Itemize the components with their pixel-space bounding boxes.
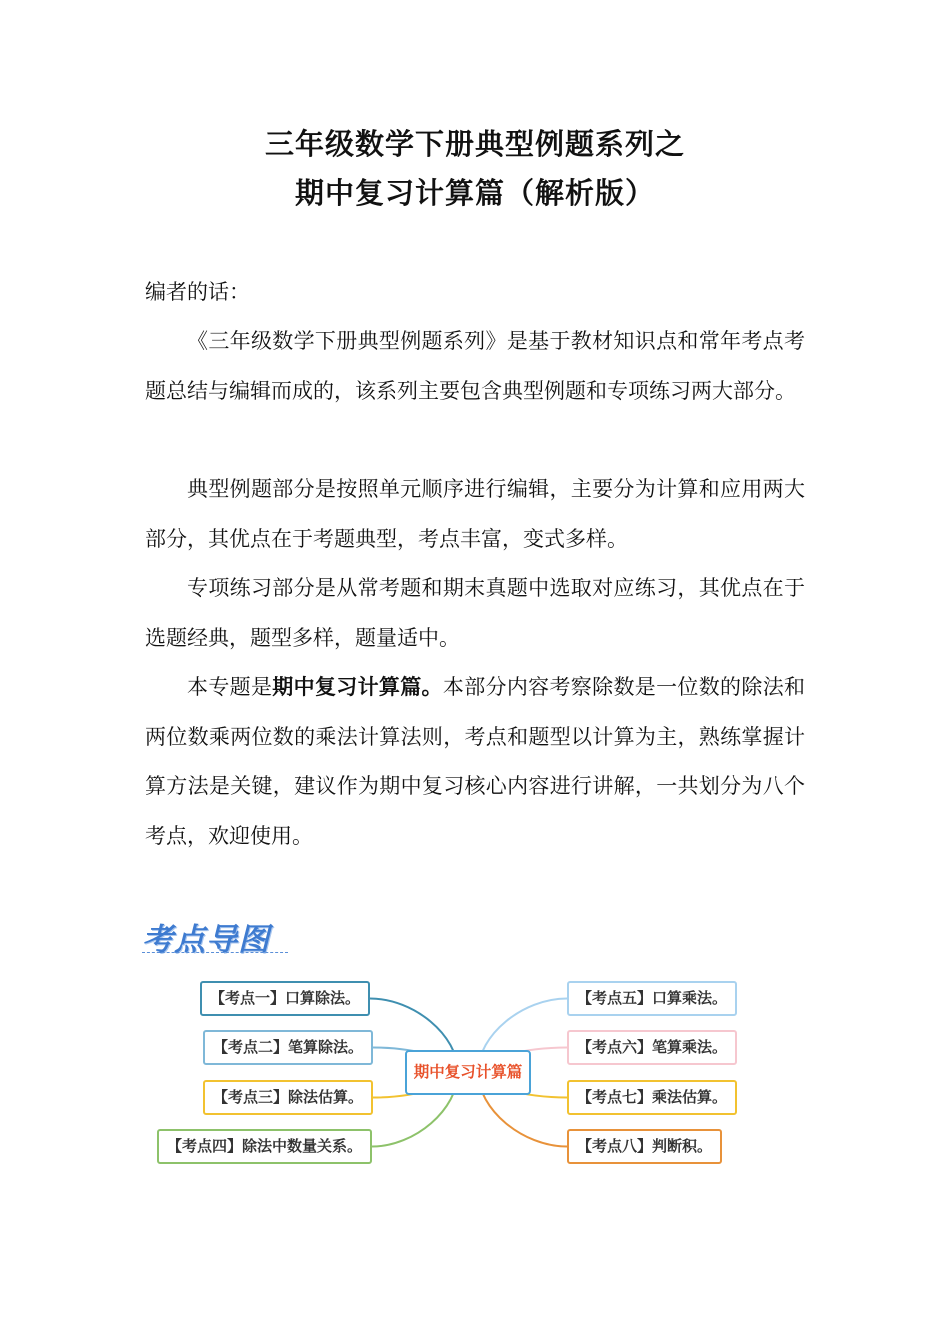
mindmap-node-topic-8: 【考点八】判断积。 bbox=[567, 1129, 722, 1164]
mindmap-heading: 考点导图 bbox=[142, 922, 270, 958]
mindmap-node-topic-1: 【考点一】口算除法。 bbox=[200, 981, 370, 1016]
topic-description: 本部分内容考察除数是一位数的除法和两位数乘两位数的乘法计算法则，考点和题型以计算为主，熟练掌握计算方法是关键，建议作为期中复习核心内容进行讲解，一共划分为八个考点，欢迎使用。 bbox=[145, 675, 806, 848]
mindmap-center-node: 期中复习计算篇 bbox=[405, 1050, 531, 1095]
mindmap-heading-underline bbox=[142, 952, 288, 953]
paragraph-topic bbox=[145, 663, 805, 861]
mindmap-node-topic-2: 【考点二】笔算除法。 bbox=[203, 1030, 373, 1065]
document-title-line1: 三年级数学下册典型例题系列之 bbox=[264, 127, 685, 161]
mindmap-node-topic-7: 【考点七】乘法估算。 bbox=[567, 1080, 737, 1115]
editor-note-label: 编者的话： bbox=[145, 280, 250, 304]
topic-prefix: 本专题是 bbox=[187, 675, 273, 699]
topic-name: 期中复习计算篇。 bbox=[272, 675, 443, 699]
paragraph-series-intro: 《三年级数学下册典型例题系列》是基于教材知识点和常年考点考题总结与编辑而成的，该系列主要包含典型例题和专项练习两大部分。 bbox=[145, 329, 805, 403]
mindmap-node-topic-5: 【考点五】口算乘法。 bbox=[567, 981, 737, 1016]
mindmap-node-topic-6: 【考点六】笔算乘法。 bbox=[567, 1030, 737, 1065]
mindmap-node-topic-4: 【考点四】除法中数量关系。 bbox=[157, 1129, 372, 1164]
mindmap-node-topic-3: 【考点三】除法估算。 bbox=[203, 1080, 373, 1115]
paragraph-practice: 专项练习部分是从常考题和期末真题中选取对应练习，其优点在于选题经典，题型多样，题量适中。 bbox=[145, 576, 805, 650]
paragraph-examples: 典型例题部分是按照单元顺序进行编辑，主要分为计算和应用两大部分，其优点在于考题典型，考点丰富，变式多样。 bbox=[145, 477, 805, 551]
document-title-line2: 期中复习计算篇（解析版） bbox=[294, 176, 655, 210]
